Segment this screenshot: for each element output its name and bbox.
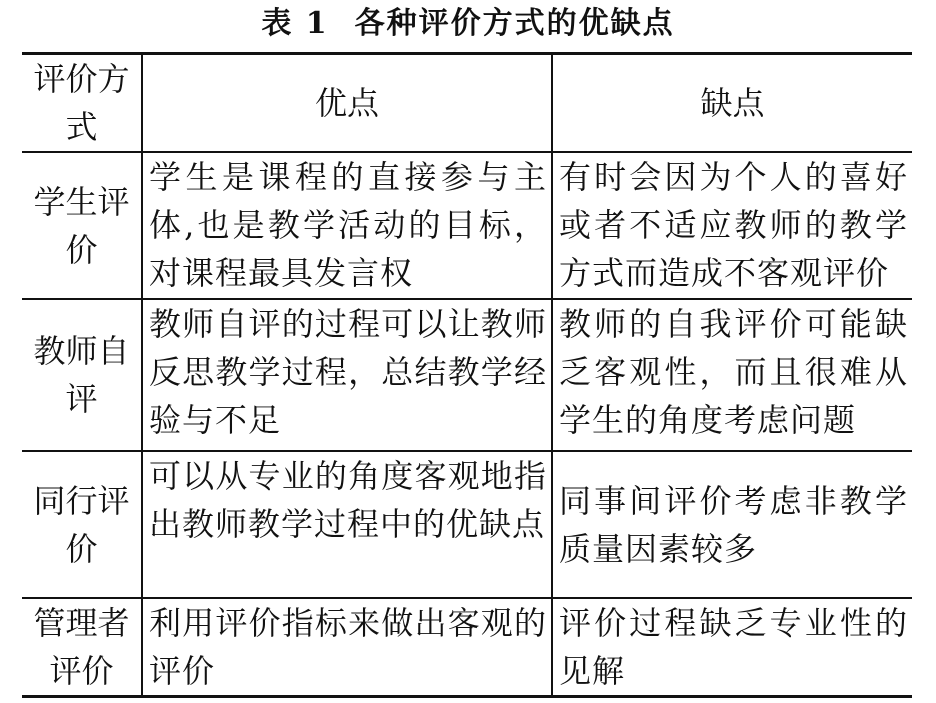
evaluation-comparison-table: [22, 52, 912, 698]
pros-text: 可以从专业的角度客观地指出教师教学过程中的优缺点: [149, 457, 547, 543]
cons-cell: [552, 598, 912, 697]
cons-text: 评价过程缺乏专业性的见解: [559, 604, 908, 690]
pros-cell: [142, 451, 552, 598]
method-label: 同行评价: [33, 481, 130, 568]
header-pros: [142, 54, 552, 153]
header-cons-label: 缺点: [700, 84, 765, 122]
table-caption: [0, 4, 936, 44]
table-header-row: [22, 54, 912, 153]
pros-cell: [142, 598, 552, 697]
cons-cell: [552, 152, 912, 299]
header-method: [22, 54, 142, 153]
method-label: 教师自评: [33, 332, 130, 418]
header-method-label: 评价方式: [33, 60, 130, 146]
pros-text: 利用评价指标来做出客观的评价: [149, 604, 547, 690]
table-title: 各种评价方式的优缺点: [354, 6, 675, 41]
pros-cell: [142, 299, 552, 451]
cons-cell: [552, 451, 912, 598]
method-cell: [22, 598, 142, 697]
pros-text: 学生是课程的直接参与主体,也是教学活动的目标，对课程最具发言权: [149, 158, 547, 292]
header-cons: [552, 54, 912, 153]
pros-cell: [142, 152, 552, 299]
table-row: [22, 152, 912, 299]
table-row: [22, 299, 912, 451]
pros-text: 教师自评的过程可以让教师反思教学过程，总结教学经验与不足: [149, 305, 547, 439]
header-pros-label: 优点: [314, 84, 379, 122]
cons-text: 教师的自我评价可能缺乏客观性，而且很难从学生的角度考虑问题: [559, 305, 908, 439]
table-number: 表 1: [261, 6, 329, 41]
method-cell: [22, 451, 142, 598]
table-row: [22, 451, 912, 598]
method-label: 学生评价: [33, 182, 130, 269]
table-row: [22, 598, 912, 697]
cons-text: 有时会因为个人的喜好或者不适应教师的教学方式而造成不客观评价: [559, 158, 908, 292]
method-cell: [22, 299, 142, 451]
method-label: 管理者评价: [33, 604, 130, 690]
method-cell: [22, 152, 142, 299]
cons-cell: [552, 299, 912, 451]
cons-text: 同事间评价考虑非教学质量因素较多: [559, 481, 908, 568]
